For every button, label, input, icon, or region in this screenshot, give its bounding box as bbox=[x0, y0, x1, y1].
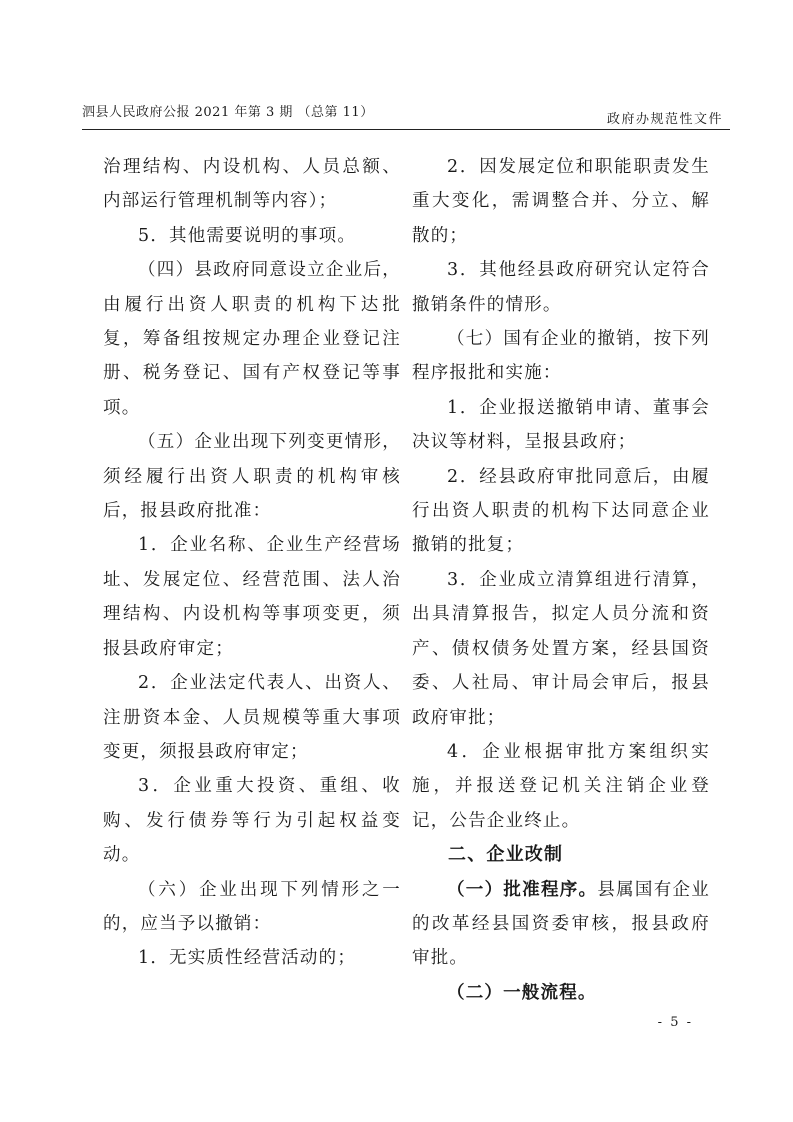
subsection-heading: （一）批准程序。 bbox=[447, 879, 598, 900]
page-number: - 5 - bbox=[657, 1015, 693, 1030]
paragraph: 3．企业成立清算组进行清算，出具清算报告，拟定人员分流和资产、债权债务处置方案，经县国资委、人社局、审计局会审后，报县政府审批； bbox=[412, 569, 710, 728]
document-category-label: 政府办规范性文件 bbox=[606, 112, 723, 127]
paragraph: 2．因发展定位和职能职责发生重大变化，需调整合并、分立、解散的； bbox=[412, 157, 710, 246]
paragraph: 4．企业根据审批方案组织实施，并报送登记机关注销企业登记，公告企业终止。 bbox=[412, 741, 710, 831]
paragraph: 2．经县政府审批同意后，由履行出资人职责的机构下达同意企业撤销的批复； bbox=[412, 466, 710, 556]
paragraph: 1．无实质性经营活动的； bbox=[138, 948, 357, 969]
right-text-column bbox=[412, 150, 710, 1010]
paragraph-text: 县属国有企业的改革经县国资委审核，报县政府审批。 bbox=[412, 879, 711, 969]
bulletin-header-title: 泗县人民政府公报 2021 年第 3 期 （总第 11） bbox=[82, 105, 374, 120]
section-heading: 二、企业改制 bbox=[448, 844, 564, 866]
paragraph: 1．企业名称、企业生产经营场址、发展定位、经营范围、法人治理结构、内设机构等事项变更，须报县政府审定； bbox=[103, 535, 401, 659]
paragraph: （七）国有企业的撤销，按下列程序报批和实施： bbox=[412, 329, 710, 384]
paragraph: （六）企业出现下列情形之一的，应当予以撤销： bbox=[103, 879, 401, 934]
paragraph bbox=[412, 976, 710, 1010]
paragraph: 1．企业报送撤销申请、董事会决议等材料，呈报县政府； bbox=[412, 397, 710, 453]
paragraph: 3．企业重大投资、重组、收购、发行债券等行为引起权益变动。 bbox=[103, 776, 401, 866]
paragraph bbox=[412, 873, 710, 976]
paragraph: （四）县政府同意设立企业后，由履行出资人职责的机构下达批复，筹备组按规定办理企业登记注册、税务登记、国有产权登记等事项。 bbox=[103, 260, 401, 418]
paragraph: 2．企业法定代表人、出资人、注册资本金、人员规模等重大事项变更，须报县政府审定； bbox=[103, 673, 401, 762]
paragraph: 5．其他需要说明的事项。 bbox=[138, 225, 357, 246]
paragraph: 3．其他经县政府研究认定符合撤销条件的情形。 bbox=[412, 260, 710, 315]
subsection-heading: （二）一般流程。 bbox=[447, 982, 597, 1003]
paragraph: 治理结构、内设机构、人员总额、内部运行管理机制等内容）； bbox=[103, 157, 401, 212]
left-text-column bbox=[103, 150, 401, 976]
paragraph: （五）企业出现下列变更情形，须经履行出资人职责的机构审核后，报县政府批准： bbox=[103, 432, 401, 522]
header-divider bbox=[82, 129, 730, 130]
